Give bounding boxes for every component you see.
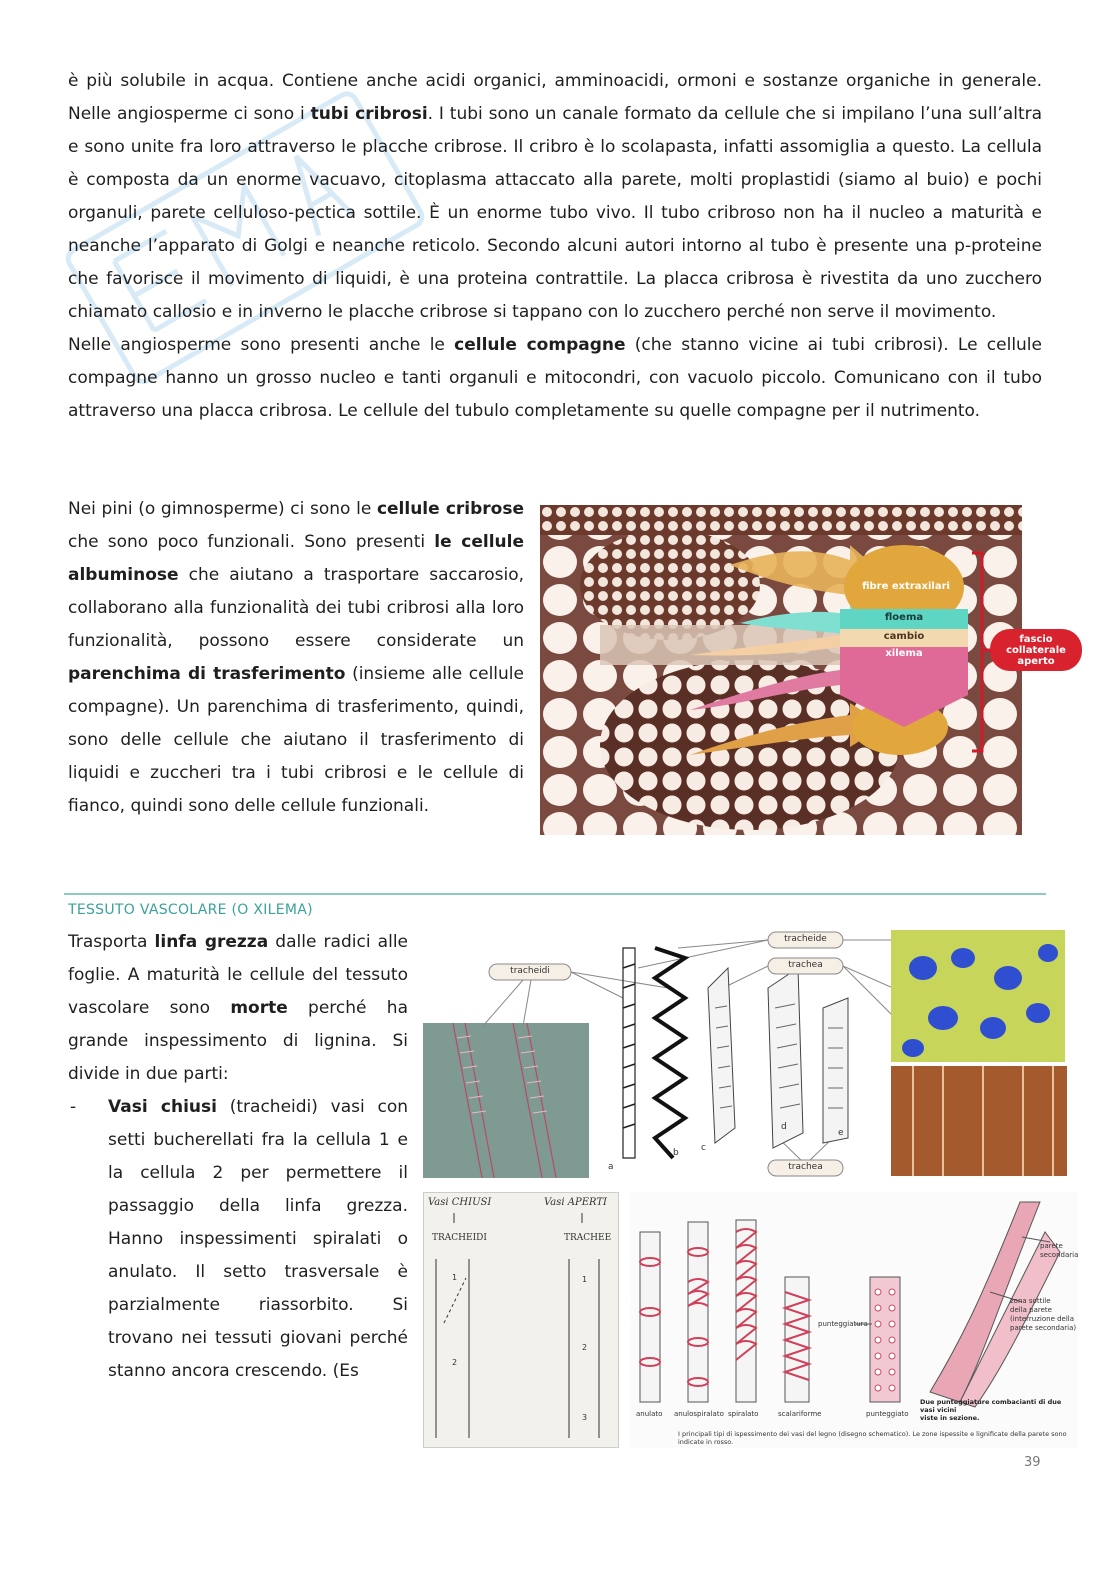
text-run: perché ha grande inspessimento di lignina. Si divide in due parti: [68,998,408,1084]
section-title: TESSUTO VASCOLARE (O XILEMA) [68,902,313,918]
label-punteggiato: punteggiato [866,1410,909,1418]
list-vasi [68,1091,408,1388]
list-bullet: - [70,1097,77,1117]
bold-term-morte: morte [230,998,288,1018]
bold-term-cellule-albuminose: le cellule albuminose [68,532,525,585]
label-scalariforme: scalariforme [778,1410,822,1418]
handwritten-trachee: TRACHEE [564,1233,612,1243]
text-run: dalle radici alle foglie. A maturità le cellule del tessuto vascolare sono [68,932,408,1018]
paragraph-gymnosperms [68,493,524,823]
text-run: è più solubile in acqua. Contiene anche acidi organici, amminoacidi, ormoni e sostanze organiche in generale. Nelle angiosperme ci sono i [68,71,1042,124]
letter-a: a [608,1162,614,1172]
text-run: (insieme alle cellule compagne). Un parenchima di trasferimento, quindi, sono delle cellule che aiutano il trasferimento di liquidi e zuccheri tra i tubi cribrosi e le cellule di fianco, quindi sono delle cellule funzionali. [68,664,524,816]
letter-c: c [701,1143,706,1153]
label-fibre-extraxilari: fibre extraxilari [862,581,950,592]
text-run: . I tubi sono un canale formato da cellule che si impilano l’una sull’altra e sono unite fra loro attraverso le placche cribrose. Il cribro è lo scolapasta, infatti assomiglia a questo. La cellula è composta da un enorme vacuavo, citoplasma attaccato alla parete, molti proplastidi (siamo al buio) e pochi organuli, parete celluloso-pectica sottile. È un enorme tubo vivo. Il tubo cribroso non ha il nucleo a maturità e neanche l’apparato di Golgi e neanche reticolo. Secondo alcuni autori intorno al tubo è presente una p-proteine che favorisce il movimento di liquidi, è una proteina contrattile. La placca cribrosa è rivestita da uno zucchero chiamato callosio e in inverno le placche cribrose si tappano con lo zucchero perché non serve il movimento. [68,104,1043,322]
due-line-1: Due punteggiature combacianti di due vasi vicini [920,1398,1062,1414]
label-xilema: xilema [885,648,923,659]
zona-line-1: zona sottile [1010,1297,1051,1305]
letter-e: e [838,1128,844,1138]
label-tracheide: tracheide [784,934,827,944]
handwritten-vasi-chiusi: Vasi CHIUSI [428,1197,492,1208]
label-floema: floema [884,612,924,623]
paragraph-xilema [68,926,408,1091]
due-line-2: viste in sezione. [920,1414,980,1422]
zona-line-4: parete secondaria) [1010,1324,1077,1332]
bold-term-cellule-compagne: cellule compagne [454,335,626,355]
page-number: 39 [1024,1455,1041,1470]
text-run: che sono poco funzionali. Sono presenti [68,532,435,552]
bold-term-linfa-grezza: linfa grezza [154,932,269,952]
handwritten-num-1: 1 [452,1273,458,1282]
figure-thickening-types [630,1192,1078,1448]
label-trachea-bottom: trachea [788,1162,823,1172]
bold-term-vasi-chiusi: Vasi chiusi [108,1097,217,1117]
text-run: Nei pini (o gimnosperme) ci sono le [68,499,377,519]
text-run: che aiutano a trasportare saccarosio, collaborano alla funzionalità dei tubi cribrosi alla loro funzionalità, possono essere considerate un [68,565,524,651]
label-zona-sottile [1010,1297,1076,1333]
label-tracheidi: tracheidi [510,966,550,976]
parete-line-1: parete [1040,1242,1063,1250]
zona-line-3: (interruzione della [1010,1315,1075,1323]
section-divider [64,893,1046,895]
label-due-punteggiature [920,1398,1076,1422]
parete-line-2: secondaria [1040,1251,1078,1259]
zona-line-2: della parete [1010,1306,1052,1314]
list-item-vasi-chiusi [108,1091,408,1388]
label-spiralato: spiralato [728,1410,759,1418]
handwritten-num-2: 2 [452,1358,458,1367]
handwritten-tracheidi: TRACHEIDI [432,1233,487,1243]
text-run: Trasporta [68,932,155,952]
handwritten-num-5: 3 [582,1413,588,1422]
figure-handwritten-notes [423,1192,619,1448]
letter-b: b [673,1148,679,1158]
text-run: (tracheidi) vasi con setti bucherellati fra la cellula 1 e la cellula 2 per permettere il passaggio della linfa grezza. Hanno inspessimenti spiralati o anulato. Il setto trasversale è parzialmente riassorbito. Si trovano nei tessuti giovani perché stanno ancora crescendo. (Es [108,1097,408,1381]
handwritten-vasi-aperti: Vasi APERTI [544,1197,607,1208]
label-trachea-top: trachea [788,960,823,970]
label-cambio: cambio [883,631,925,642]
bold-term-cellule-cribrose: cellule cribrose [376,499,524,519]
label-anulato: anulato [636,1410,663,1418]
figure-tracheids-tracheae [423,928,1073,1178]
paragraph-sieve-tubes [68,65,1042,428]
bold-term-parenchima: parenchima di trasferimento [68,664,346,684]
label-anulospiralato: anulospiralato [674,1410,724,1418]
fascio-line-1: fascio [1019,634,1053,645]
label-punteggiatura: punteggiatura [818,1320,868,1328]
micrograph-drawing [540,505,1022,835]
fascio-line-3: aperto [1017,656,1055,667]
handwritten-num-4: 2 [582,1343,588,1352]
label-parete-secondaria [1040,1242,1078,1260]
letter-d: d [781,1122,787,1132]
handwritten-num-3: 1 [582,1275,588,1284]
text-run: Nelle angiosperme sono presenti anche le [68,335,455,355]
figure-vascular-bundle-micrograph [540,505,1022,835]
handwritten-lines [424,1193,619,1448]
fascio-line-2: collaterale [1006,645,1066,656]
label-fascio-collaterale-aperto [990,629,1082,671]
text-run: (che stanno vicine ai tubi cribrosi). Le cellule compagne hanno un grosso nucleo e tanti organuli e mitocondri, con vacuolo piccolo. Comunicano con il tubo attraverso una placca cribrosa. Le cellule del tubulo completamente su quelle compagne per il nutrimento. [68,335,1042,421]
bold-term-tubi-cribrosi: tubi cribrosi [310,104,428,124]
figure-caption: I principali tipi di ispessimento dei vasi del legno (disegno schematico). Le zone ispessite e lignificate della parete sono indicate in rosso. [678,1430,1067,1446]
